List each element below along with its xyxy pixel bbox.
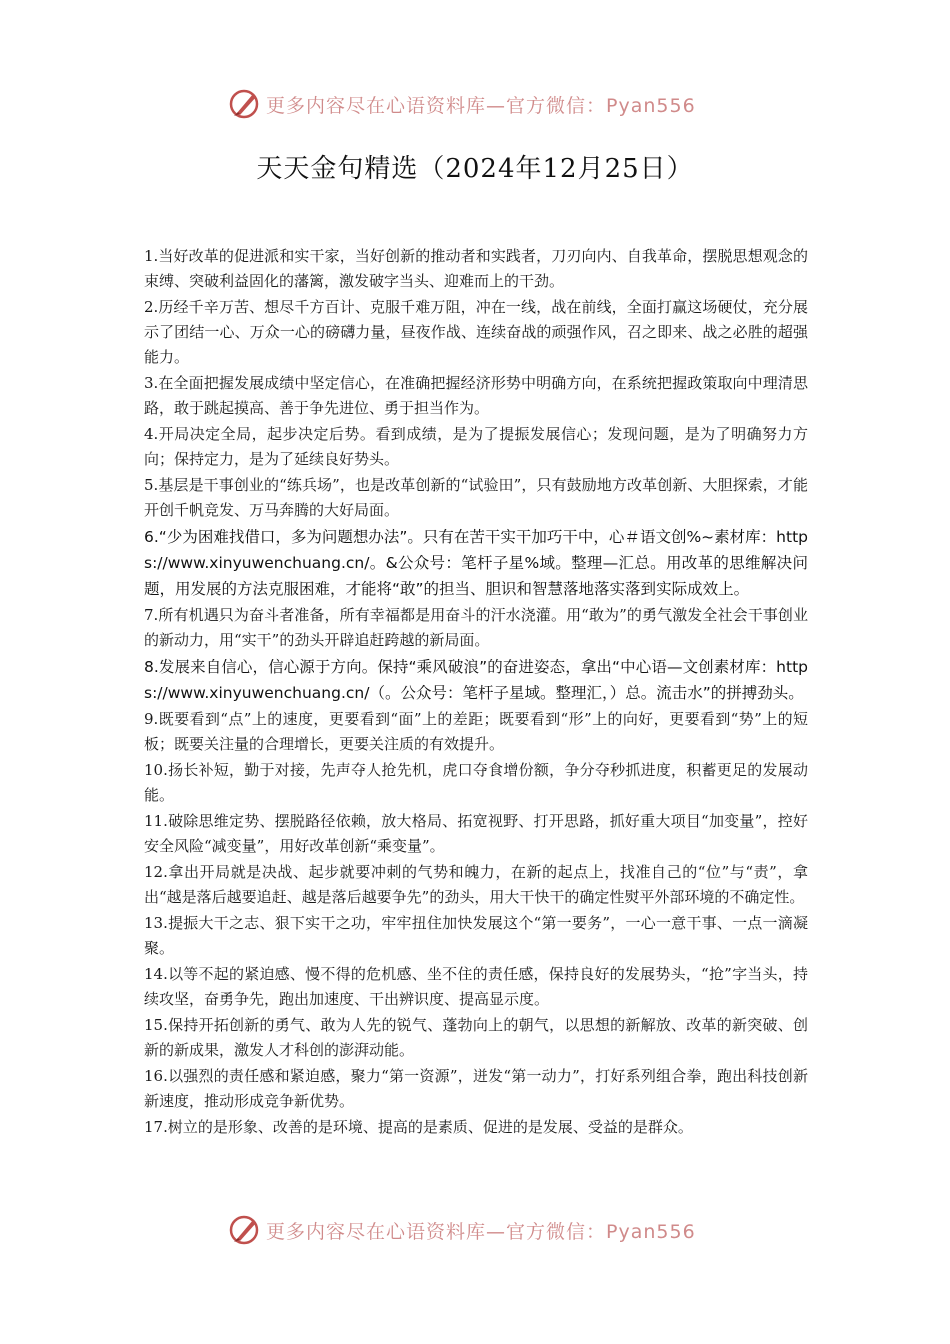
quote-item-15: 15.保持开拓创新的勇气、敢为人先的锐气、蓬勃向上的朝气，以思想的新解放、改革的新突破、创新的新成果，激发人才科创的澎湃动能。 <box>144 1016 808 1059</box>
quote-item-7: 7.所有机遇只为奋斗者准备，所有幸福都是用奋斗的汗水浇灌。用“敢为”的勇气激发全社会干事创业的新动力，用“实干”的劲头开辟追赶跨越的新局面。 <box>144 606 808 649</box>
quote-item-11: 11.破除思维定势、摆脱路径依赖，放大格局、拓宽视野、打开思路，抓好重大项目“加变量”，控好安全风险“减变量”，用好改革创新“乘变量”。 <box>144 812 808 855</box>
quote-item-5: 5.基层是干事创业的“练兵场”，也是改革创新的“试验田”，只有鼓励地方改革创新、大胆探索，才能开创千帆竞发、万马奔腾的大好局面。 <box>144 476 808 519</box>
quote-item-10: 10.扬长补短，勤于对接，先声夺人抢先机，虎口夺食增份额，争分夺秒抓进度，积蓄更足的发展动能。 <box>144 761 808 804</box>
quote-item-1: 1.当好改革的促进派和实干家，当好创新的推动者和实践者，刀刃向内、自我革命，摆脱思想观念的束缚、突破利益固化的藩篱，激发破字当头、迎难而上的干劲。 <box>144 247 808 290</box>
pen-logo-icon <box>228 87 262 121</box>
quote-list <box>144 244 808 1141</box>
quote-item-2: 2.历经千辛万苦、想尽千方百计、克服千难万阻，冲在一线，战在前线，全面打赢这场硬仗，充分展示了团结一心、万众一心的磅礴力量，昼夜作战、连续奋战的顽强作风，召之即来、战之必胜的超强能力。 <box>144 298 808 366</box>
quote-item-6: 6.“少为困难找借口，多为问题想办法”。只有在苦干实干加巧干中，心＃语文创%~素材库：https://www.xinyuwenchuang.cn/。&公众号：笔杆子星%域。整理—汇总。用改革的思维解决问题，用发展的方法克服困难，才能将“敢”的担当、胆识和智慧落地落实落到实际成效上。 <box>144 528 808 598</box>
header-banner <box>228 84 728 124</box>
page-title: 天天金句精选（2024年12月25日） <box>256 154 694 184</box>
quote-item-17: 17.树立的是形象、改善的是环境、提高的是素质、促进的是发展、受益的是群众。 <box>144 1118 693 1136</box>
pen-logo-icon <box>228 1213 262 1247</box>
quote-item-3: 3.在全面把握发展成绩中坚定信心，在准确把握经济形势中明确方向，在系统把握政策取向中理清思路，敢于跳起摸高、善于争先进位、勇于担当作为。 <box>144 374 808 417</box>
quote-item-8: 8.发展来自信心，信心源于方向。保持“乘风破浪”的奋进姿态，拿出“中心语—文创素材库：https://www.xinyuwenchuang.cn/（。公众号：笔杆子星域。整理汇，）总。流击水”的拼搏劲头。 <box>144 658 808 702</box>
quote-item-4: 4.开局决定全局，起步决定后势。看到成绩，是为了提振发展信心；发现问题，是为了明确努力方向；保持定力，是为了延续良好势头。 <box>144 425 808 468</box>
quote-item-12: 12.拿出开局就是决战、起步就要冲刺的气势和魄力，在新的起点上，找准自己的“位”与“责”，拿出“越是落后越要追赶、越是落后越要争先”的劲头，用大干快干的确定性熨平外部环境的不确定性。 <box>144 863 808 906</box>
quote-item-9: 9.既要看到“点”上的速度，更要看到“面”上的差距；既要看到“形”上的向好，更要看到“势”上的短板；既要关注量的合理增长，更要关注质的有效提升。 <box>144 710 808 753</box>
quote-item-16: 16.以强烈的责任感和紧迫感，聚力“第一资源”，迸发“第一动力”，打好系列组合拳，跑出科技创新新速度，推动形成竞争新优势。 <box>144 1067 808 1110</box>
quote-item-13: 13.提振大干之志、狠下实干之功，牢牢扭住加快发展这个“第一要务”，一心一意干事、一点一滴凝聚。 <box>144 914 808 957</box>
header-banner-text: 更多内容尽在心语资料库—官方微信：Pyan556 <box>266 94 696 117</box>
footer-banner-text: 更多内容尽在心语资料库—官方微信：Pyan556 <box>266 1220 696 1243</box>
quote-item-14: 14.以等不起的紧迫感、慢不得的危机感、坐不住的责任感，保持良好的发展势头，“抢”字当头，持续攻坚，奋勇争先，跑出加速度、干出辨识度、提高显示度。 <box>144 965 808 1008</box>
footer-banner <box>228 1210 728 1250</box>
